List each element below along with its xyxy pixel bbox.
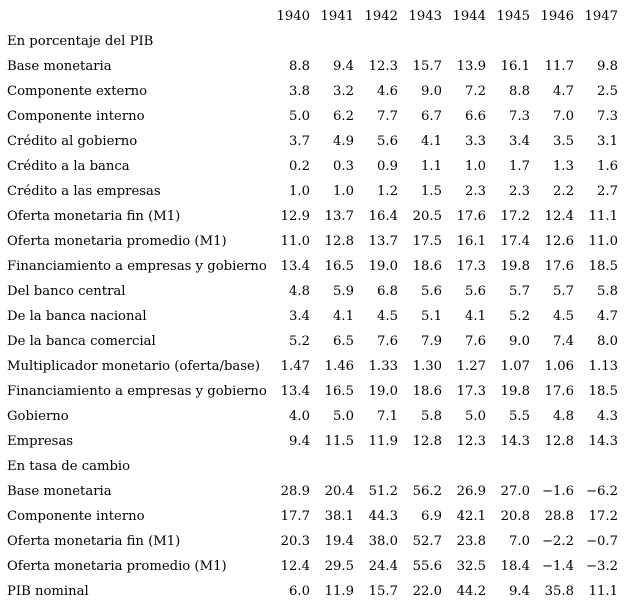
value-cell: 1.07: [500, 359, 530, 374]
value-cell: 7.4: [553, 334, 574, 349]
value-cell: 13.4: [280, 384, 310, 399]
value-cell: 12.6: [544, 234, 574, 249]
value-cell: 4.1: [421, 134, 442, 149]
year-header: 1941: [320, 9, 354, 24]
value-cell: 9.8: [597, 59, 618, 74]
value-cell: 5.0: [333, 409, 354, 424]
value-cell: 17.7: [280, 509, 310, 524]
value-cell: 52.7: [412, 534, 442, 549]
value-cell: 13.9: [456, 59, 486, 74]
value-cell: 3.5: [553, 134, 574, 149]
value-cell: 11.7: [544, 59, 574, 74]
value-cell: 0.2: [289, 159, 310, 174]
value-cell: 7.9: [421, 334, 442, 349]
value-cell: 5.6: [421, 284, 442, 299]
value-cell: 17.3: [456, 384, 486, 399]
value-cell: 4.5: [377, 309, 398, 324]
value-cell: 5.0: [465, 409, 486, 424]
value-cell: 4.5: [553, 309, 574, 324]
value-cell: 11.9: [324, 584, 354, 599]
table-row: [0, 379, 622, 404]
value-cell: 13.7: [368, 234, 398, 249]
value-cell: 11.0: [280, 234, 310, 249]
value-cell: 12.3: [456, 434, 486, 449]
value-cell: 5.6: [377, 134, 398, 149]
value-cell: 12.8: [412, 434, 442, 449]
value-cell: 3.4: [289, 309, 310, 324]
value-cell: 19.8: [500, 384, 530, 399]
value-cell: 42.1: [456, 509, 486, 524]
table-row: [0, 479, 622, 504]
value-cell: 3.1: [597, 134, 618, 149]
value-cell: 3.7: [289, 134, 310, 149]
value-cell: 44.3: [368, 509, 398, 524]
value-cell: 22.0: [412, 584, 442, 599]
value-cell: 16.1: [456, 234, 486, 249]
value-cell: 1.7: [509, 159, 530, 174]
table-body: [0, 29, 622, 604]
year-header: 1946: [540, 9, 574, 24]
value-cell: 18.5: [588, 384, 618, 399]
value-cell: 6.0: [289, 584, 310, 599]
value-cell: 17.3: [456, 259, 486, 274]
table-row: [0, 204, 622, 229]
value-cell: 12.8: [544, 434, 574, 449]
value-cell: 1.46: [324, 359, 354, 374]
table-row: [0, 504, 622, 529]
value-cell: 6.9: [421, 509, 442, 524]
value-cell: 9.0: [421, 84, 442, 99]
value-cell: 18.6: [412, 384, 442, 399]
table-row: [0, 429, 622, 454]
value-cell: 4.9: [333, 134, 354, 149]
value-cell: 0.3: [333, 159, 354, 174]
value-cell: 20.4: [324, 484, 354, 499]
value-cell: 6.2: [333, 109, 354, 124]
table-row: [0, 329, 622, 354]
value-cell: 5.2: [289, 334, 310, 349]
value-cell: 11.9: [368, 434, 398, 449]
value-cell: 5.8: [421, 409, 442, 424]
row-label: De la banca comercial: [7, 334, 156, 349]
value-cell: 12.4: [544, 209, 574, 224]
value-cell: 4.0: [289, 409, 310, 424]
value-cell: 1.47: [280, 359, 310, 374]
value-cell: 27.0: [500, 484, 530, 499]
value-cell: 1.06: [544, 359, 574, 374]
value-cell: 11.0: [588, 234, 618, 249]
value-cell: 44.2: [456, 584, 486, 599]
row-label: Del banco central: [7, 284, 126, 299]
table-row: [0, 529, 622, 554]
value-cell: 3.2: [333, 84, 354, 99]
value-cell: 23.8: [456, 534, 486, 549]
value-cell: 24.4: [368, 559, 398, 574]
value-cell: 6.6: [465, 109, 486, 124]
value-cell: −3.2: [585, 559, 618, 574]
value-cell: 15.7: [368, 584, 398, 599]
row-label: Financiamiento a empresas y gobierno: [7, 384, 267, 399]
value-cell: 12.4: [280, 559, 310, 574]
value-cell: 0.9: [377, 159, 398, 174]
row-label: De la banca nacional: [7, 309, 147, 324]
table-row: [0, 179, 622, 204]
value-cell: 6.5: [333, 334, 354, 349]
value-cell: 15.7: [412, 59, 442, 74]
value-cell: 5.0: [289, 109, 310, 124]
table-row: [0, 279, 622, 304]
value-cell: 17.2: [500, 209, 530, 224]
row-label: Componente externo: [7, 84, 148, 99]
value-cell: 1.13: [588, 359, 618, 374]
value-cell: 1.0: [289, 184, 310, 199]
value-cell: 51.2: [368, 484, 398, 499]
value-cell: 2.5: [597, 84, 618, 99]
value-cell: 18.6: [412, 259, 442, 274]
value-cell: 7.6: [377, 334, 398, 349]
value-cell: 12.3: [368, 59, 398, 74]
value-cell: 1.1: [421, 159, 442, 174]
row-label: Crédito a las empresas: [7, 184, 161, 199]
value-cell: 32.5: [456, 559, 486, 574]
value-cell: 14.3: [500, 434, 530, 449]
section-title: En tasa de cambio: [7, 459, 131, 474]
value-cell: 28.8: [544, 509, 574, 524]
value-cell: 14.3: [588, 434, 618, 449]
value-cell: 13.7: [324, 209, 354, 224]
value-cell: 16.5: [324, 259, 354, 274]
value-cell: 1.33: [368, 359, 398, 374]
value-cell: 13.4: [280, 259, 310, 274]
year-header: 1947: [584, 9, 618, 24]
row-label: Financiamiento a empresas y gobierno: [7, 259, 267, 274]
value-cell: 5.7: [553, 284, 574, 299]
section-header-row: [0, 454, 622, 479]
row-label: Componente interno: [7, 109, 145, 124]
value-cell: 16.1: [500, 59, 530, 74]
value-cell: 3.3: [465, 134, 486, 149]
value-cell: 17.6: [544, 259, 574, 274]
value-cell: 20.8: [500, 509, 530, 524]
value-cell: 18.5: [588, 259, 618, 274]
value-cell: 2.2: [553, 184, 574, 199]
value-cell: −1.4: [541, 559, 574, 574]
value-cell: 2.7: [597, 184, 618, 199]
value-cell: 20.3: [280, 534, 310, 549]
table-row: [0, 104, 622, 129]
value-cell: 7.2: [465, 84, 486, 99]
value-cell: 16.4: [368, 209, 398, 224]
value-cell: 5.8: [597, 284, 618, 299]
value-cell: 9.4: [509, 584, 530, 599]
row-label: PIB nominal: [7, 584, 89, 599]
value-cell: 4.7: [597, 309, 618, 324]
table-row: [0, 554, 622, 579]
value-cell: 1.0: [465, 159, 486, 174]
value-cell: 7.0: [509, 534, 530, 549]
value-cell: 19.0: [368, 259, 398, 274]
value-cell: −2.2: [541, 534, 574, 549]
value-cell: −0.7: [585, 534, 618, 549]
value-cell: 1.30: [412, 359, 442, 374]
section-header-row: [0, 29, 622, 54]
year-header: 1940: [276, 9, 310, 24]
value-cell: 7.6: [465, 334, 486, 349]
value-cell: 8.0: [597, 334, 618, 349]
row-label: Base monetaria: [7, 59, 112, 74]
value-cell: 11.5: [324, 434, 354, 449]
table-row: [0, 54, 622, 79]
value-cell: 17.2: [588, 509, 618, 524]
value-cell: 17.5: [412, 234, 442, 249]
value-cell: 1.0: [333, 184, 354, 199]
year-header: 1945: [496, 9, 530, 24]
value-cell: 2.3: [465, 184, 486, 199]
value-cell: 38.1: [324, 509, 354, 524]
year-header: 1942: [364, 9, 398, 24]
value-cell: 29.5: [324, 559, 354, 574]
value-cell: 12.9: [280, 209, 310, 224]
value-cell: 12.8: [324, 234, 354, 249]
value-cell: 4.1: [465, 309, 486, 324]
row-label: Crédito a la banca: [7, 159, 130, 174]
table-row: [0, 354, 622, 379]
row-label: Base monetaria: [7, 484, 112, 499]
value-cell: 20.5: [412, 209, 442, 224]
value-cell: 8.8: [289, 59, 310, 74]
value-cell: 7.3: [597, 109, 618, 124]
value-cell: 11.1: [588, 209, 618, 224]
value-cell: 3.8: [289, 84, 310, 99]
row-label: Oferta monetaria promedio (M1): [7, 559, 227, 574]
value-cell: 19.4: [324, 534, 354, 549]
year-header: 1943: [408, 9, 442, 24]
year-header: 1944: [452, 9, 486, 24]
value-cell: 1.27: [456, 359, 486, 374]
value-cell: 4.7: [553, 84, 574, 99]
value-cell: 4.6: [377, 84, 398, 99]
row-label: Oferta monetaria promedio (M1): [7, 234, 227, 249]
value-cell: 1.5: [421, 184, 442, 199]
table-row: [0, 579, 622, 604]
value-cell: 5.6: [465, 284, 486, 299]
value-cell: 1.3: [553, 159, 574, 174]
value-cell: 3.4: [509, 134, 530, 149]
table-row: [0, 129, 622, 154]
value-cell: 2.3: [509, 184, 530, 199]
value-cell: 9.0: [509, 334, 530, 349]
value-cell: 8.8: [509, 84, 530, 99]
value-cell: 35.8: [544, 584, 574, 599]
value-cell: 55.6: [412, 559, 442, 574]
value-cell: 18.4: [500, 559, 530, 574]
value-cell: −1.6: [541, 484, 574, 499]
value-cell: 1.2: [377, 184, 398, 199]
row-label: Gobierno: [7, 409, 69, 424]
value-cell: 1.6: [597, 159, 618, 174]
value-cell: 9.4: [333, 59, 354, 74]
value-cell: 4.3: [597, 409, 618, 424]
value-cell: 7.1: [377, 409, 398, 424]
value-cell: 17.6: [456, 209, 486, 224]
value-cell: 4.1: [333, 309, 354, 324]
value-cell: 7.7: [377, 109, 398, 124]
value-cell: 17.4: [500, 234, 530, 249]
value-cell: 5.1: [421, 309, 442, 324]
row-label: Oferta monetaria fin (M1): [7, 209, 181, 224]
value-cell: 4.8: [553, 409, 574, 424]
value-cell: 4.8: [289, 284, 310, 299]
value-cell: 28.9: [280, 484, 310, 499]
value-cell: 6.8: [377, 284, 398, 299]
table-row: [0, 229, 622, 254]
value-cell: 7.3: [509, 109, 530, 124]
value-cell: 38.0: [368, 534, 398, 549]
value-cell: 5.2: [509, 309, 530, 324]
value-cell: 6.7: [421, 109, 442, 124]
row-label: Empresas: [7, 434, 74, 449]
value-cell: 26.9: [456, 484, 486, 499]
row-label: Componente interno: [7, 509, 145, 524]
value-cell: 9.4: [289, 434, 310, 449]
value-cell: 5.9: [333, 284, 354, 299]
value-cell: 11.1: [588, 584, 618, 599]
value-cell: 16.5: [324, 384, 354, 399]
value-cell: 19.0: [368, 384, 398, 399]
row-label: Crédito al gobierno: [7, 134, 138, 149]
table-row: [0, 404, 622, 429]
value-cell: 5.5: [509, 409, 530, 424]
data-table: [0, 4, 622, 604]
header-blank-cell: [0, 4, 270, 29]
value-cell: 5.7: [509, 284, 530, 299]
value-cell: 19.8: [500, 259, 530, 274]
table-row: [0, 79, 622, 104]
value-cell: 56.2: [412, 484, 442, 499]
value-cell: 17.6: [544, 384, 574, 399]
value-cell: −6.2: [585, 484, 618, 499]
table-row: [0, 254, 622, 279]
table-row: [0, 154, 622, 179]
section-title: En porcentaje del PIB: [7, 34, 154, 49]
year-header-row: [0, 4, 622, 29]
row-label: Oferta monetaria fin (M1): [7, 534, 181, 549]
value-cell: 7.0: [553, 109, 574, 124]
row-label: Multiplicador monetario (oferta/base): [7, 359, 260, 374]
table-row: [0, 304, 622, 329]
